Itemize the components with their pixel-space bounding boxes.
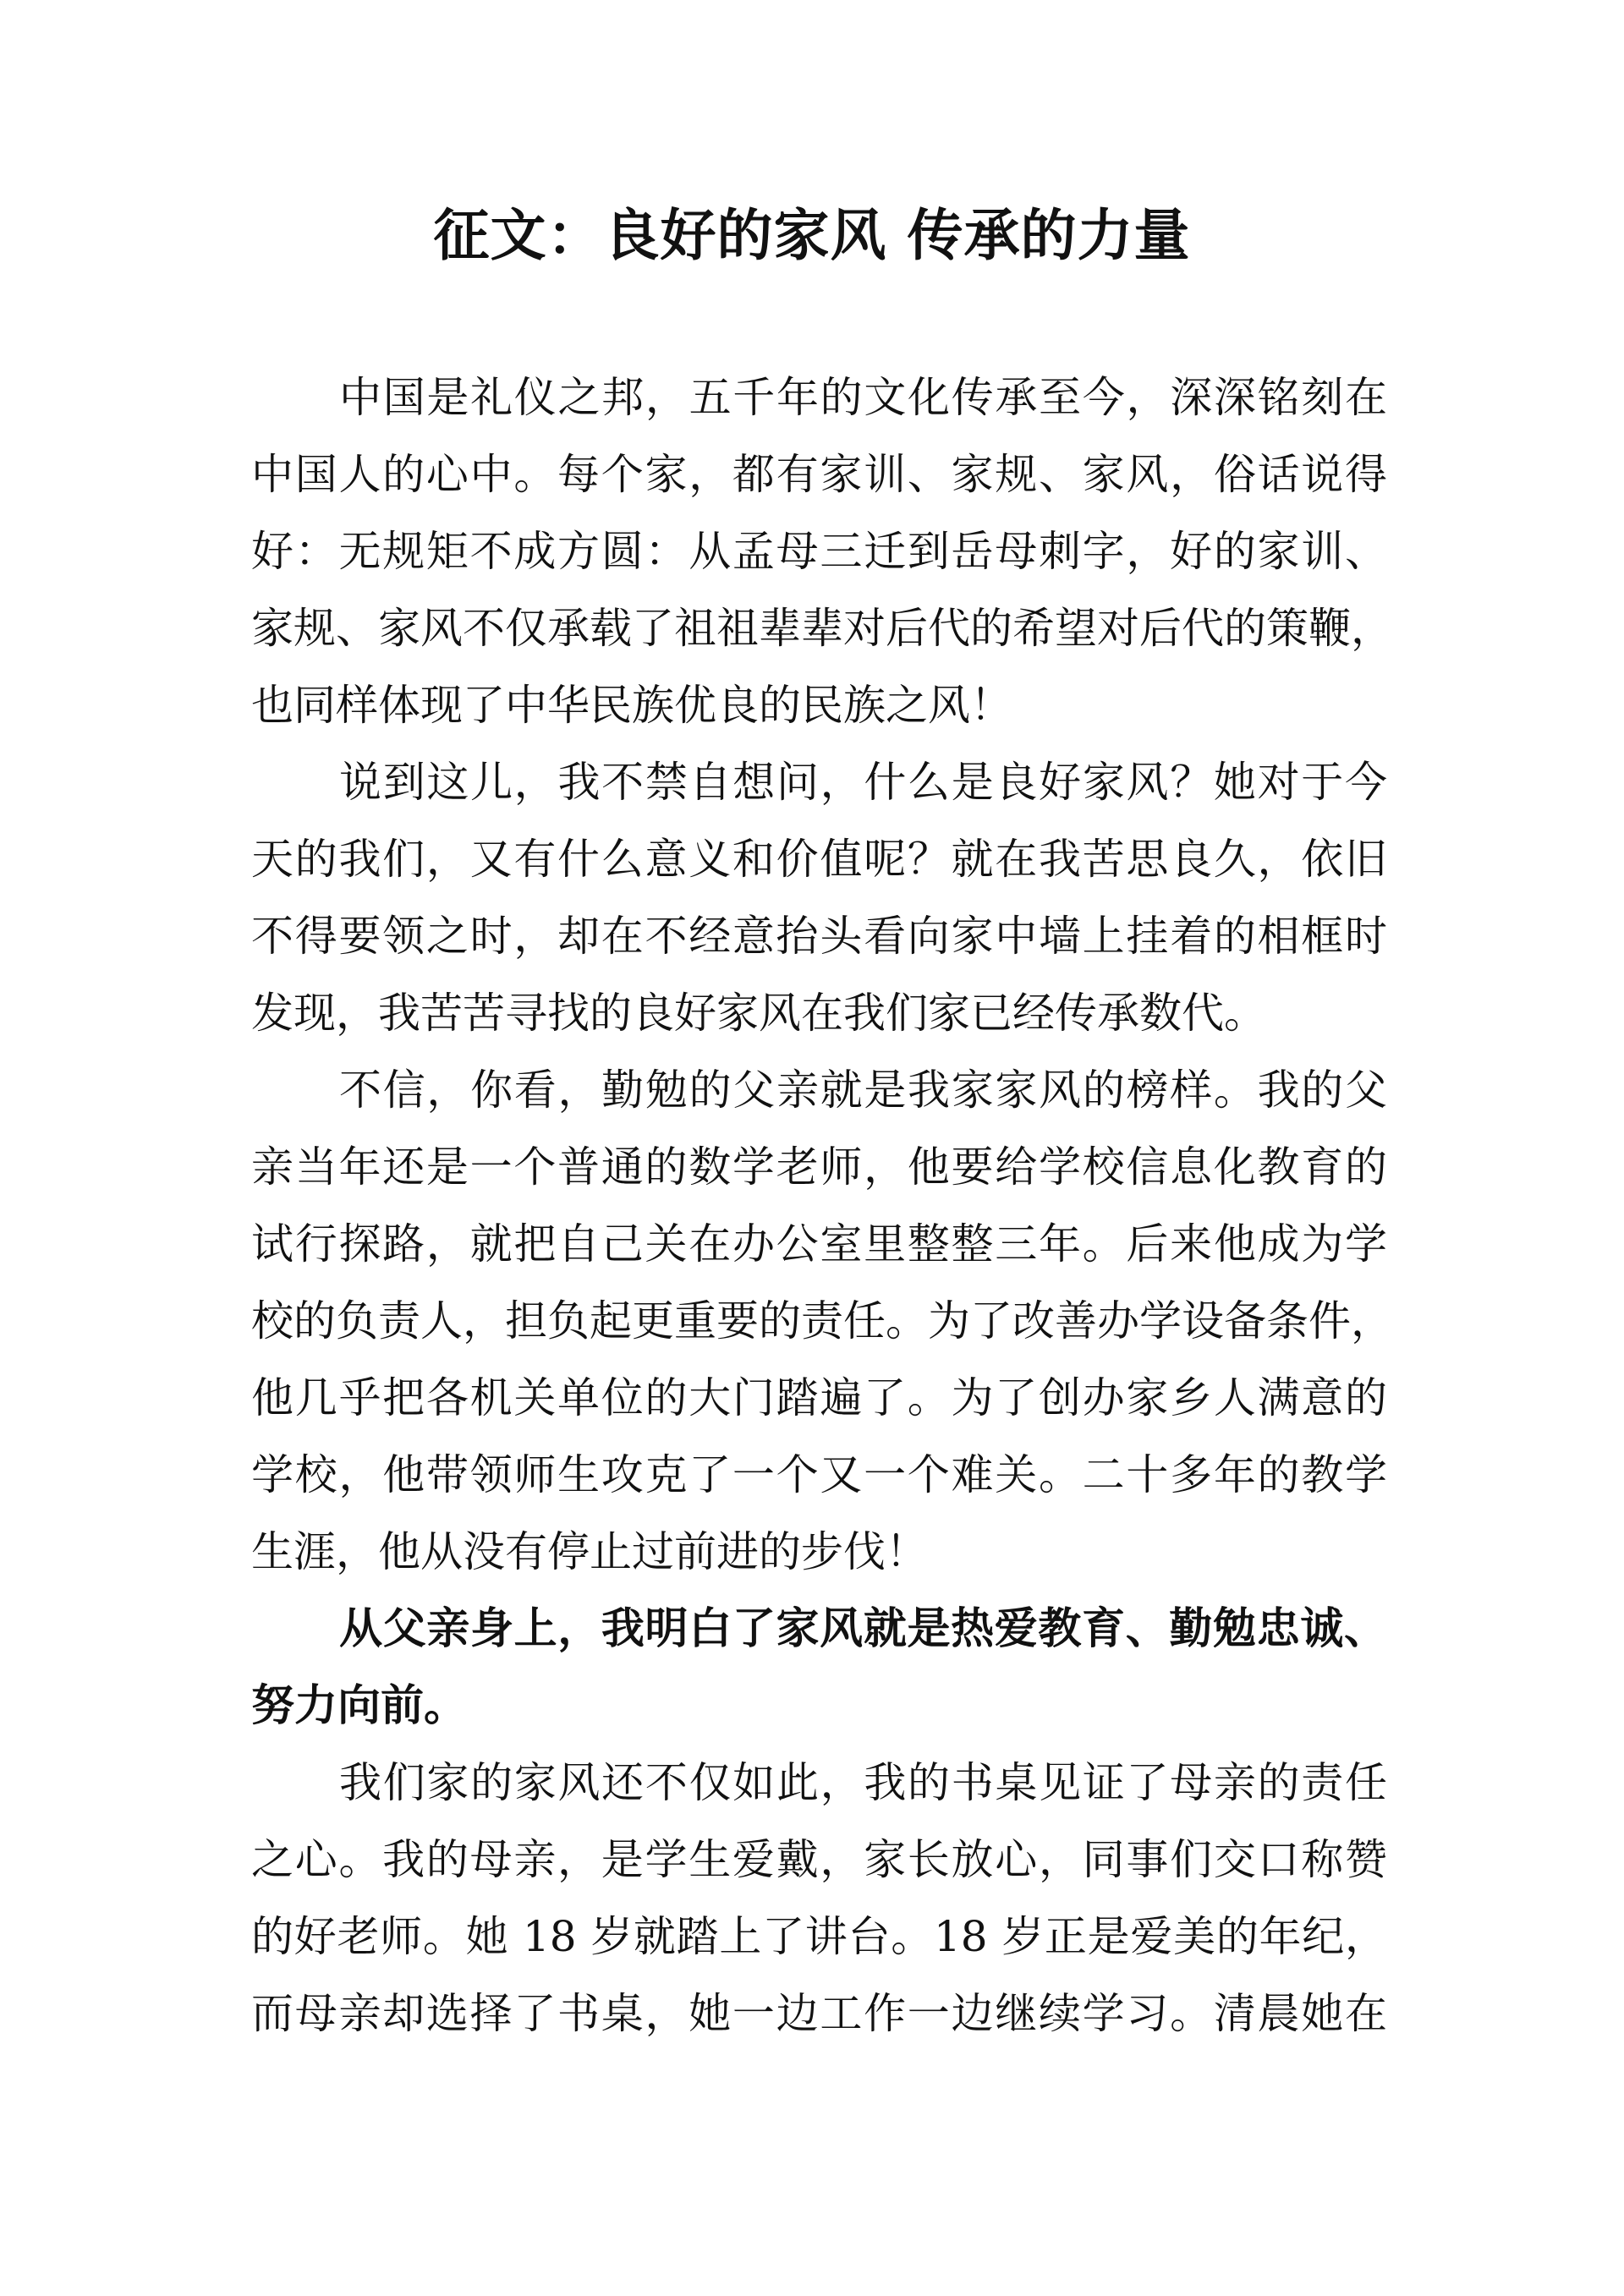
paragraph xyxy=(251,1052,1393,1591)
text-line: 而母亲却选择了书桌，她一边工作一边继续学习。清晨她在 xyxy=(251,1989,1387,2038)
text-line: 他几乎把各机关单位的大门踏遍了。为了创办家乡人满意的 xyxy=(251,1373,1387,1422)
document-title: 征文：良好的家风 传承的力量 xyxy=(433,203,1191,268)
text-line: 的好老师。她 18 岁就踏上了讲台。18 岁正是爱美的年纪， xyxy=(251,1912,1387,1961)
text-line: 说到这儿，我不禁自想问，什么是良好家风？她对于今 xyxy=(339,758,1387,807)
text-line: 亲当年还是一个普通的数学老师，他要给学校信息化教育的 xyxy=(251,1143,1387,1192)
text-line: 之心。我的母亲，是学生爱戴，家长放心，同事们交口称赞 xyxy=(251,1835,1387,1884)
text-line: 生涯，他从没有停止过前进的步伐！ xyxy=(251,1527,928,1576)
text-line: 不得要领之时，却在不经意抬头看向家中墙上挂着的相框时 xyxy=(251,912,1387,961)
text-line: 也同样体现了中华民族优良的民族之风！ xyxy=(251,681,1012,730)
text-line: 发现，我苦苦寻找的良好家风在我们家已经传承数代。 xyxy=(251,989,1266,1038)
paragraph xyxy=(251,359,1393,744)
text-line: 校的负责人，担负起更重要的责任。为了改善办学设备条件， xyxy=(251,1296,1393,1345)
document-body xyxy=(251,359,1393,2052)
paragraph xyxy=(251,1591,1387,1745)
text-line: 中国人的心中。每个家，都有家训、家规、家风，俗话说得 xyxy=(251,450,1387,499)
paragraph xyxy=(251,744,1387,1052)
text-line: 试行探路，就把自己关在办公室里整整三年。后来他成为学 xyxy=(251,1219,1387,1269)
text-line: 努力向前。 xyxy=(251,1681,468,1731)
text-line: 中国是礼仪之邦，五千年的文化传承至今，深深铭刻在 xyxy=(339,373,1387,422)
paragraph xyxy=(251,1745,1387,2052)
text-line: 学校，他带领师生攻克了一个又一个难关。二十多年的教学 xyxy=(251,1450,1387,1499)
text-line: 从父亲身上，我明白了家风就是热爱教育、勤勉忠诚、 xyxy=(339,1604,1387,1654)
text-line: 我们家的家风还不仅如此，我的书桌见证了母亲的责任 xyxy=(339,1758,1387,1807)
text-line: 天的我们，又有什么意义和价值呢？就在我苦思良久，依旧 xyxy=(251,835,1387,884)
text-line: 好：无规矩不成方圆：从孟母三迁到岳母刺字，好的家训、 xyxy=(251,527,1387,576)
text-line: 家规、家风不仅承载了祖祖辈辈对后代的希望对后代的策鞭， xyxy=(251,604,1393,653)
text-line: 不信，你看，勤勉的父亲就是我家家风的榜样。我的父 xyxy=(339,1066,1387,1115)
